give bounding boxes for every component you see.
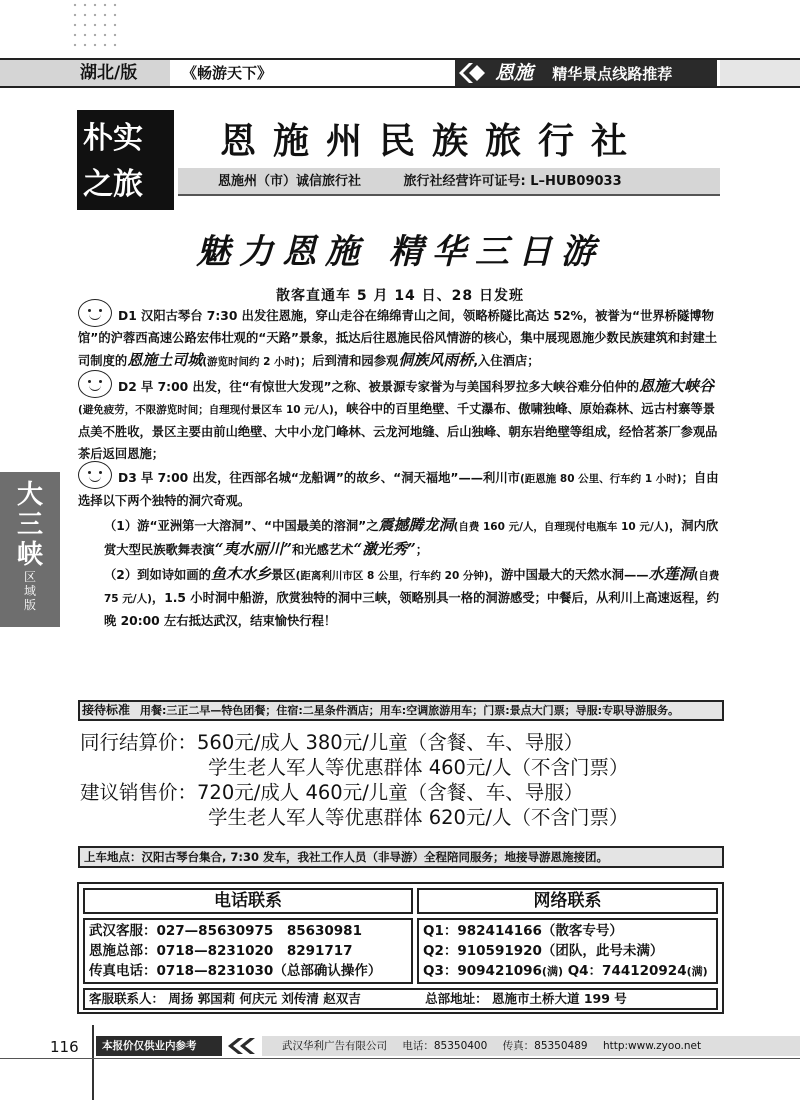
spot-name: 恩施土司城 xyxy=(127,351,203,369)
day-2-text: D2 早 7:00 出发，往“有惊世大发现”之称、被景源专家誉为与美国科罗拉多大峡谷难分伯仲的 xyxy=(118,380,640,394)
footer-publisher xyxy=(262,1036,800,1056)
spot-name: “激光秀” xyxy=(353,540,416,558)
phone-header: 电话联系 xyxy=(83,888,413,914)
logo-line-1: 朴实 xyxy=(83,121,143,156)
smiley-icon xyxy=(78,370,112,398)
spot-note: (距离利川市区 8 公里，行车约 20 分钟) xyxy=(295,570,489,582)
contact-table xyxy=(77,882,724,1014)
trade-price: 同行结算价：560元/成人 380元/儿童（含餐、车、导服） xyxy=(80,731,584,754)
header-destination-bar xyxy=(455,60,717,86)
pickup-info: 上车地点：汉阳古琴台集合, 7:30 发车，我社工作人员（非导游）全程陪同服务；地接导游恩施接团。 xyxy=(78,846,724,868)
spot-name: “夷水丽川” xyxy=(214,540,292,558)
contact-footer xyxy=(83,988,718,1010)
day-1 xyxy=(78,305,724,373)
qq-line xyxy=(423,961,712,982)
option-1-text: （1）游“亚洲第一大溶洞”、“中国最美的溶洞”之 xyxy=(104,519,379,533)
option-2-text: 景区 xyxy=(270,568,296,582)
option-2-text: ，1.5 小时洞中船游，欣赏独特的洞中三峡，领略别具一格的洞游感受；中餐后，从利川上高速返程，约晚 20:00 左右抵达武汉，结束愉快行程！ xyxy=(104,591,720,628)
page-number: 116 xyxy=(50,1038,79,1056)
agency-license: 旅行社经营许可证号: L–HUB09033 xyxy=(403,174,622,189)
day-2-text: ，峡谷中的百里绝壁、千丈瀑布、傲啸独峰、原始森林、远古村寨等景点美不胜收，景区主要由前山绝壁、大中小龙门峰林、云龙河地缝、后山独峰、朝东岩绝壁等组成，经恰茗茶厂参观品茶后返回恩施； xyxy=(78,402,718,461)
staff-list: 客服联系人： 周扬 郭国莉 何庆元 刘传清 赵双吉 xyxy=(89,991,361,1006)
side-sub-char: 区 xyxy=(23,570,36,584)
spot-name: 侗族风雨桥 xyxy=(398,351,474,369)
qq-line: Q1：982414166（散客专号） xyxy=(423,923,623,939)
retail-price-discount: 学生老人军人等优惠群体 620元/人（不含门票） xyxy=(208,806,629,829)
retail-price: 建议销售价：720元/成人 460元/儿童（含餐、车、导服） xyxy=(80,781,584,804)
price-block xyxy=(80,730,720,830)
phone-line: 传真电话：0718—8231030（总部确认操作） xyxy=(89,963,382,979)
column-name: 《畅游天下》 xyxy=(182,64,273,82)
side-char: 大 xyxy=(16,480,43,510)
magazine-header xyxy=(0,58,800,88)
spot-note: (自费 75 元/人) xyxy=(104,570,720,605)
qq-3: Q3：909421096 xyxy=(423,963,542,979)
header-destination: 恩施 xyxy=(495,62,534,84)
spot-note: (距恩施 80 公里、行车约 1 小时) xyxy=(519,473,682,485)
option-1-text: ； xyxy=(415,543,429,557)
header-tail xyxy=(720,60,800,86)
qq-line: Q2：910591920（团队，此号未满） xyxy=(423,943,664,959)
service-text: 用餐:三正二早—特色团餐；住宿:二星条件酒店；用车:空调旅游用车；门票:景点大门票；导服:专职导游服务。 xyxy=(140,704,680,717)
side-char: 三 xyxy=(16,510,43,540)
spot-name: 鱼木水乡 xyxy=(210,565,271,583)
agency-name: 恩施州民族旅行社 xyxy=(220,120,645,162)
web-header: 网络联系 xyxy=(417,888,718,914)
itinerary xyxy=(78,305,724,634)
agency-info-bar xyxy=(178,168,720,196)
spot-note: (避免疲劳，不限游览时间；自理现付景区车 10 元/人) xyxy=(78,404,334,416)
option-2-text: ，游中国最大的天然水洞—— xyxy=(488,568,649,582)
qq-4: Q4：744120924 xyxy=(567,963,687,979)
day-3-text: D3 早 7:00 出发，往西部名城“龙船调”的故乡、“洞天福地”——利川市 xyxy=(118,471,520,485)
side-sub-char: 域 xyxy=(23,584,36,598)
publisher-web: http:www.zyoo.net xyxy=(602,1040,702,1052)
qq-list xyxy=(417,918,718,984)
smiley-icon xyxy=(78,299,112,327)
publisher-company: 武汉华利广告有限公司 xyxy=(282,1040,387,1052)
phone-line: 恩施总部：0718—8231020 8291717 xyxy=(89,943,353,959)
region-label: 湖北/版 xyxy=(0,60,170,86)
spot-name: 水莲洞 xyxy=(648,565,694,583)
agency-sub-name: 恩施州（市）诚信旅行社 xyxy=(218,174,362,189)
option-1-text: ，洞内欣赏大型民族歌舞表演 xyxy=(104,519,719,557)
spot-name: 震撼腾龙洞 xyxy=(378,516,454,534)
footer-bar xyxy=(96,1036,800,1056)
day-1-text: ；后到清和园参观 xyxy=(299,354,399,368)
option-2-text: （2）到如诗如画的 xyxy=(104,568,211,582)
tour-subtitle: 散客直通车 5 月 14 日、28 日发班 xyxy=(275,288,525,304)
service-label: 接待标准 xyxy=(82,703,131,717)
smiley-icon xyxy=(78,461,112,489)
day-1-text: ,入住酒店； xyxy=(473,354,540,368)
service-standard xyxy=(78,700,724,721)
double-chevron-icon xyxy=(455,60,491,86)
trade-price-discount: 学生老人军人等优惠群体 460元/人（不含门票） xyxy=(208,756,629,779)
option-1 xyxy=(78,514,724,561)
spot-note: (游览时间约 2 小时) xyxy=(202,356,300,368)
footer-divider xyxy=(92,1025,94,1100)
qq-4-note: (满) xyxy=(686,965,708,978)
logo-line-2: 之旅 xyxy=(83,167,143,202)
side-char: 峡 xyxy=(16,540,43,570)
spot-name: 恩施大峡谷 xyxy=(639,377,715,395)
publisher-tel: 电话：85350400 xyxy=(402,1040,488,1052)
double-chevron-icon xyxy=(222,1036,262,1056)
decorative-dots xyxy=(70,0,120,52)
day-2 xyxy=(78,375,724,465)
side-region-tab xyxy=(0,472,60,627)
day-1-text: D1 汉阳古琴台 7:30 出发往恩施，穿山走谷在绵绵青山之间，领略桥隧比高达 52%，被誉为“世界桥隧博物馆”的沪蓉西高速公路宏伟壮观的“天路”景象，抵达后往恩施民俗风情游的核心，集中展现恩施少数民族建筑和封建土司制度的 xyxy=(78,309,718,368)
hq-address: 总部地址： 恩施市土桥大道 199 号 xyxy=(425,991,627,1006)
side-subtitle xyxy=(0,570,60,612)
header-tagline: 精华景点线路推荐 xyxy=(552,65,673,83)
spot-note: (自费 160 元/人，自理现付电瓶车 10 元/人) xyxy=(453,521,669,533)
tour-title: 魅力恩施 精华三日游 xyxy=(196,232,604,272)
phone-list xyxy=(83,918,413,984)
publisher-fax: 传真：85350489 xyxy=(502,1040,588,1052)
qq-3-note: (满) xyxy=(541,965,563,978)
day-3 xyxy=(78,467,724,512)
day-3-text: ；自由选择以下两个独特的洞穴奇观。 xyxy=(78,471,719,508)
footer-note: 本报价仅供业内参考 xyxy=(96,1036,222,1056)
agency-logo xyxy=(77,110,174,210)
option-2 xyxy=(78,563,724,632)
phone-line: 武汉客服：027—85630975 85630981 xyxy=(89,923,362,939)
option-1-text: 和光感艺术 xyxy=(291,543,354,557)
side-title xyxy=(0,472,60,570)
side-sub-char: 版 xyxy=(23,598,36,612)
footer-rule xyxy=(0,1058,800,1059)
